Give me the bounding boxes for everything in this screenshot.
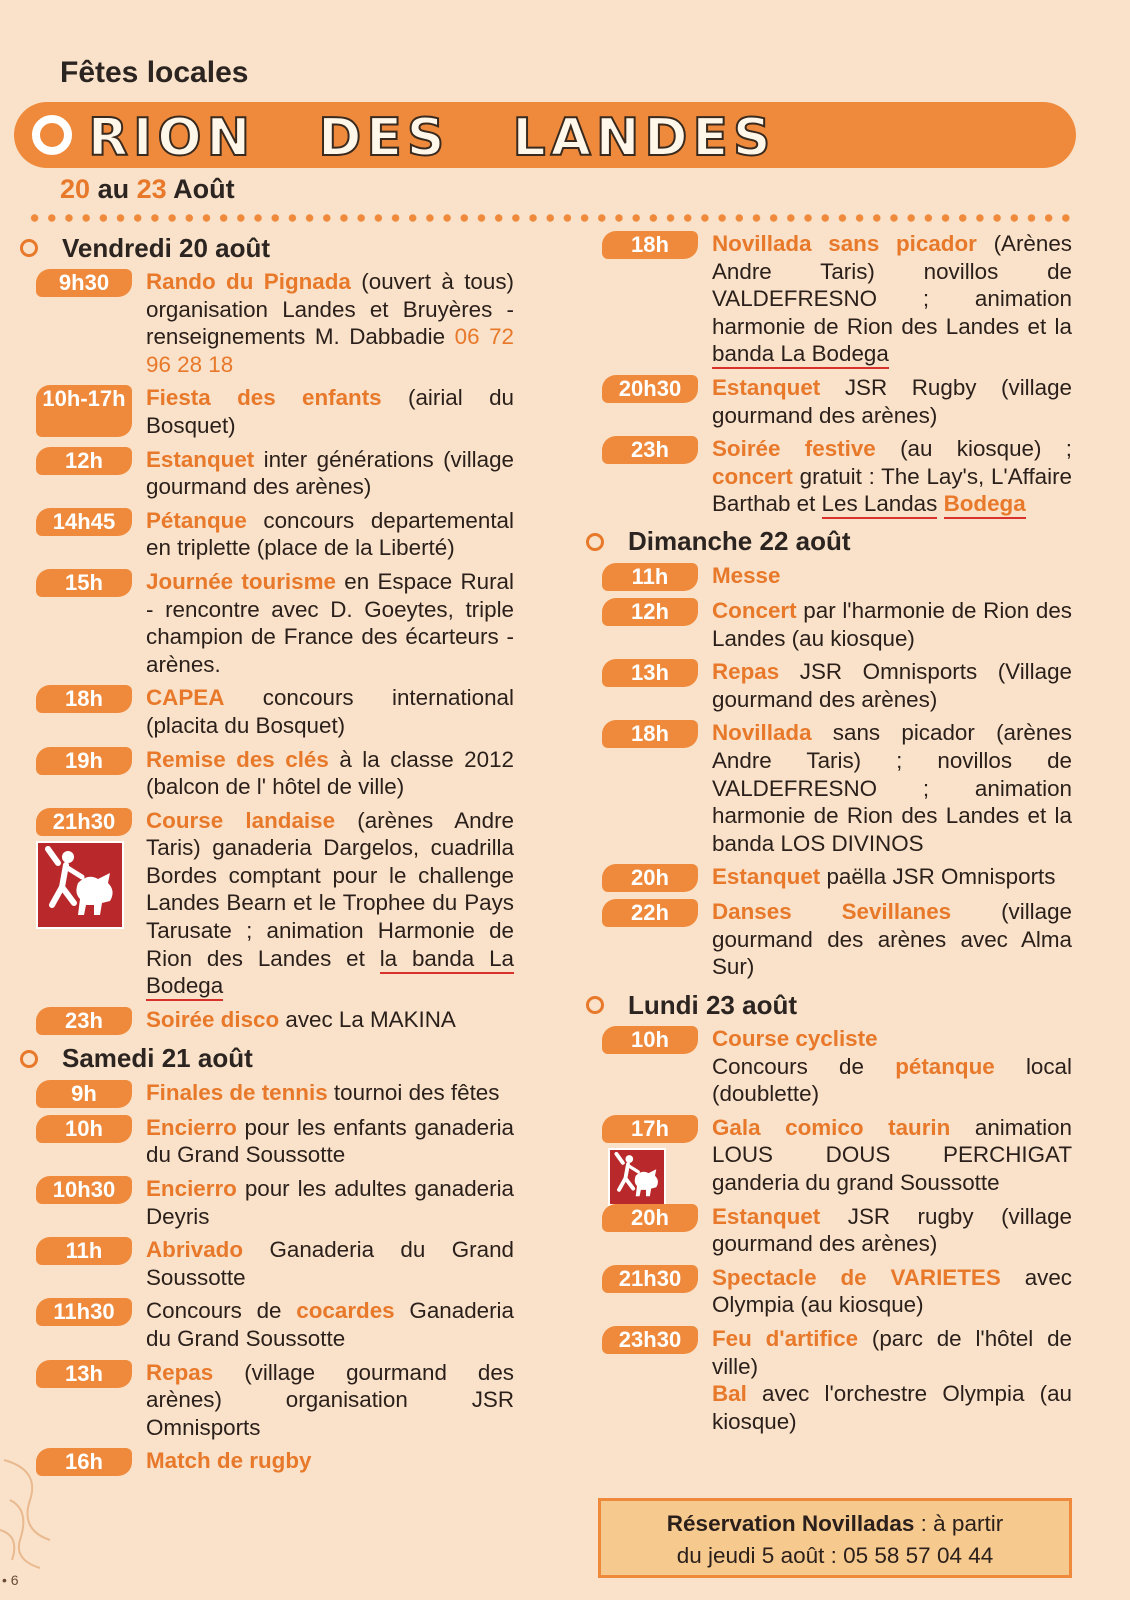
ring-icon: [32, 115, 72, 155]
page-number: • 6: [2, 1572, 19, 1588]
day-heading-lundi: [582, 987, 1072, 1023]
event-row: [16, 1006, 514, 1035]
event-title: Course landaise: [146, 807, 336, 833]
event-desc: (arènes Andre Taris) ganaderia Dargelos, cuadrilla Bordes comptant pour le challenge Landes Bearn et le Trophee du Pays Tarusate ; animation Harmonie de Rion des Landes et: [146, 807, 514, 971]
event-desc: inter générations (village gourmand des arènes): [146, 446, 514, 500]
event-text: [146, 384, 514, 439]
event-title: cocardes: [296, 1298, 395, 1324]
event-desc: concours international (placita du Bosquet): [146, 685, 514, 738]
underlined-text: banda La Bodega: [712, 341, 889, 369]
time-badge: 10h-17h: [36, 385, 132, 437]
event-desc: avec La MAKINA: [279, 1006, 456, 1032]
event-text: [712, 230, 1072, 368]
title-banner: [14, 102, 1076, 168]
event-desc: (village gourmand des arènes) organisation JSR Omnisports: [146, 1359, 514, 1440]
event-text: [146, 1079, 514, 1108]
bullfighter-bull-icon: [36, 841, 124, 929]
event-desc: Concours de: [146, 1298, 297, 1324]
event-title: Novillada: [712, 720, 812, 746]
event-title: Course cycliste: [712, 1026, 878, 1052]
event-title: Encierro: [146, 1176, 237, 1202]
event-desc: (airial du Bosquet): [146, 385, 514, 438]
event-text: [146, 1114, 514, 1169]
event-text: [146, 1447, 514, 1476]
event-row: [16, 568, 514, 678]
event-row: [582, 374, 1072, 429]
event-desc: (parc de l'hôtel de ville): [712, 1326, 1072, 1379]
event-text: [146, 1236, 514, 1291]
event-desc: avec l'orchestre Olympia (au kiosque): [712, 1381, 1072, 1434]
time-badge: 22h: [602, 899, 698, 927]
event-text: [712, 1264, 1072, 1319]
event-title: Estanquet: [146, 446, 255, 472]
event-text: [146, 507, 514, 562]
reservation-box: [598, 1498, 1072, 1578]
time-badge: 18h: [36, 685, 132, 713]
day-heading-vendredi: [16, 230, 514, 266]
event-desc: tournoi des fêtes: [327, 1079, 500, 1105]
event-row: [16, 807, 514, 1000]
event-title: Concert: [712, 597, 797, 623]
event-text: [712, 1203, 1072, 1258]
event-desc: Concours de: [712, 1053, 896, 1079]
event-desc: gratuit : The Lay's, L'Affaire Barthab et: [712, 463, 1072, 517]
event-desc: (village gourmand des arènes avec Alma Sur): [712, 899, 1073, 980]
time-badge: 11h: [36, 1237, 132, 1265]
event-title: Abrivado: [146, 1237, 244, 1263]
reservation-label: Réservation Novilladas: [666, 1511, 915, 1536]
circle-bullet-icon: [20, 239, 38, 257]
event-title: Rando du Pignada: [146, 269, 351, 294]
event-desc: JSR rugby (village gourmand des arènes): [712, 1203, 1072, 1257]
dotted-divider: [26, 213, 1070, 223]
event-desc: en Espace Rural - rencontre avec D. Goeytes, triple champion de France des écarteurs - arènes.: [146, 568, 514, 677]
time-badge: 10h: [36, 1115, 132, 1143]
event-desc: (ouvert à tous) organisation Landes et Bruyères - renseignements M. Dabbadie: [146, 269, 514, 350]
event-row: [16, 684, 514, 739]
reservation-line1: [601, 1508, 1069, 1540]
time-badge: 20h30: [602, 375, 698, 403]
event-title: Bodega: [944, 491, 1026, 519]
event-desc: Ganaderia du Grand Soussotte: [146, 1298, 514, 1351]
event-row: [582, 435, 1072, 518]
event-text: [146, 568, 514, 678]
time-badge: 18h: [602, 720, 698, 748]
event-row: [16, 1447, 514, 1476]
event-text: [712, 898, 1072, 981]
event-row: [16, 1114, 514, 1169]
event-desc: sans picador (arènes Andre Taris) ; novillos de VALDEFRESNO ; animation harmonie de Rion des Landes et la banda LOS DIVINOS: [712, 720, 1072, 856]
day-label: Vendredi 20 août: [62, 232, 271, 263]
time-badge: 12h: [36, 447, 132, 475]
event-title: Fiesta des enfants: [146, 385, 382, 411]
bullfighter-bull-icon: [38, 843, 122, 927]
time-badge: 20h: [602, 864, 698, 892]
event-title: Novillada sans picador: [712, 231, 977, 256]
date-connector: au: [97, 174, 130, 204]
time-badge: 12h: [602, 598, 698, 626]
time-badge: 18h: [602, 231, 698, 259]
event-row: [582, 863, 1072, 892]
event-title: Soirée disco: [146, 1006, 280, 1032]
event-text: [146, 1175, 514, 1230]
date-end: 23: [136, 174, 167, 204]
event-row: [582, 1114, 1072, 1197]
event-title: pétanque: [895, 1053, 995, 1079]
event-row: [16, 1297, 514, 1352]
event-row: [582, 597, 1072, 652]
event-desc: pour les enfants ganaderia du Grand Soussotte: [146, 1114, 514, 1168]
event-text: [712, 1114, 1072, 1197]
circle-bullet-icon: [586, 996, 604, 1014]
reservation-line2: du jeudi 5 août : 05 58 57 04 44: [676, 1543, 994, 1568]
day-label: Lundi 23 août: [628, 989, 797, 1020]
time-badge: 14h45: [36, 508, 132, 536]
section-kicker: Fêtes locales: [60, 56, 249, 89]
event-text: [146, 807, 514, 1000]
time-badge: 11h: [602, 563, 698, 591]
event-desc: JSR Rugby (village gourmand des arènes): [712, 374, 1072, 428]
event-row: [582, 719, 1072, 857]
time-badge: 21h30: [602, 1265, 698, 1293]
event-desc: pour les adultes ganaderia Deyris: [146, 1176, 514, 1229]
event-row: [16, 1359, 514, 1442]
event-row: [16, 746, 514, 801]
event-text: [712, 658, 1072, 713]
event-text: [712, 863, 1072, 892]
event-text: [146, 1297, 514, 1352]
reservation-text: : à partir: [914, 1511, 1004, 1536]
day-heading-samedi: [16, 1041, 514, 1077]
event-desc: (Arènes Andre Taris) novillos de VALDEFRESNO ; animation harmonie de Rion des Landes et la: [712, 231, 1072, 339]
event-row: [16, 507, 514, 562]
event-row: [16, 384, 514, 439]
event-row: [16, 446, 514, 501]
event-text: [146, 1006, 514, 1035]
event-text: [712, 1325, 1072, 1435]
event-text: [712, 562, 1072, 591]
event-desc: (au kiosque) ;: [875, 436, 1072, 462]
event-title: Estanquet: [712, 1203, 821, 1229]
event-desc: paëlla JSR Omnisports: [820, 864, 1056, 890]
event-title: Finales de tennis: [146, 1079, 328, 1105]
time-badge: 10h: [602, 1026, 698, 1054]
event-desc: Ganaderia du Grand Soussotte: [146, 1237, 514, 1290]
event-row: [16, 1079, 514, 1108]
event-title: Estanquet: [712, 864, 821, 890]
event-desc: avec Olympia (au kiosque): [712, 1264, 1072, 1318]
time-badge: 23h: [602, 436, 698, 464]
event-row: [582, 1203, 1072, 1258]
event-text: [146, 746, 514, 801]
event-title: Estanquet: [712, 374, 821, 400]
day-label: Samedi 21 août: [62, 1043, 253, 1074]
phone-number: 06 72 96 28 18: [146, 324, 514, 377]
bullfighter-bull-icon: [610, 1150, 664, 1204]
time-badge: 13h: [602, 659, 698, 687]
page-title: RION DES LANDES: [88, 108, 776, 168]
date-start: 20: [60, 174, 91, 204]
event-row: [582, 1325, 1072, 1435]
event-text: [712, 597, 1072, 652]
time-badge: 9h: [36, 1080, 132, 1108]
event-title: Feu d'artifice: [712, 1326, 859, 1351]
day-heading-dimanche: [582, 524, 1072, 560]
time-badge: 9h30: [36, 269, 132, 297]
event-text: [712, 374, 1072, 429]
event-desc: à la classe 2012 (balcon de l' hôtel de ville): [146, 746, 514, 800]
event-desc: JSR Omnisports (Village gourmand des arènes): [712, 659, 1072, 712]
date-month: Août: [173, 174, 235, 204]
time-badge: 13h: [36, 1360, 132, 1388]
event-title: Danses Sevillanes: [712, 899, 952, 925]
event-desc: animation LOUS DOUS PERCHIGAT ganderia du grand Soussotte: [712, 1114, 1072, 1196]
event-title: Repas: [712, 659, 780, 685]
event-title: concert: [712, 463, 793, 489]
left-column: [16, 230, 514, 1482]
event-title: CAPEA: [146, 685, 225, 711]
event-title: Repas: [146, 1359, 214, 1385]
event-text: [712, 719, 1072, 857]
event-title: Journée tourisme: [146, 568, 336, 594]
event-text: [146, 446, 514, 501]
event-row: [582, 230, 1072, 368]
event-row: [582, 898, 1072, 981]
event-title: Bal: [712, 1381, 747, 1407]
event-title: Encierro: [146, 1114, 237, 1140]
event-desc: concours departemental en triplette (place de la Liberté): [146, 507, 514, 561]
event-title: Match de rugby: [146, 1448, 312, 1474]
time-badge: 21h30: [36, 808, 132, 836]
time-badge: 23h: [36, 1007, 132, 1035]
event-text: [712, 435, 1072, 518]
time-badge: 10h30: [36, 1176, 132, 1204]
time-badge: 19h: [36, 747, 132, 775]
right-column: [582, 230, 1072, 1441]
event-row: [582, 1025, 1072, 1108]
event-title: Soirée festive: [712, 436, 876, 462]
bullfighter-bull-icon: [608, 1148, 666, 1206]
event-row: [16, 1175, 514, 1230]
time-badge: 17h: [602, 1115, 698, 1143]
event-title: Spectacle de VARIETES: [712, 1264, 1001, 1290]
event-title: Remise des clés: [146, 746, 329, 772]
event-row: [16, 1236, 514, 1291]
event-desc: local (doublette): [712, 1053, 1072, 1107]
event-title: Gala comico taurin: [712, 1114, 951, 1140]
event-row: [582, 1264, 1072, 1319]
time-badge: 20h: [602, 1204, 698, 1232]
time-badge: 15h: [36, 569, 132, 597]
underlined-text: Les Landas: [822, 491, 938, 519]
event-row: [582, 562, 1072, 591]
time-badge: 16h: [36, 1448, 132, 1476]
day-label: Dimanche 22 août: [628, 526, 851, 557]
event-text: [146, 268, 514, 378]
event-title: Messe: [712, 562, 781, 588]
event-desc: par l'harmonie de Rion des Landes (au kiosque): [712, 597, 1072, 651]
event-text: [712, 1025, 1072, 1108]
circle-bullet-icon: [20, 1050, 38, 1068]
event-row: [16, 268, 514, 378]
date-range: [60, 174, 235, 205]
event-text: [146, 684, 514, 739]
event-title: Pétanque: [146, 507, 247, 533]
time-badge: 11h30: [36, 1298, 132, 1326]
decorative-swirl-icon: [0, 1440, 60, 1570]
time-badge: 23h30: [602, 1326, 698, 1354]
event-text: [146, 1359, 514, 1442]
event-row: [582, 658, 1072, 713]
circle-bullet-icon: [586, 533, 604, 551]
underlined-text: la banda La Bodega: [146, 946, 514, 1002]
